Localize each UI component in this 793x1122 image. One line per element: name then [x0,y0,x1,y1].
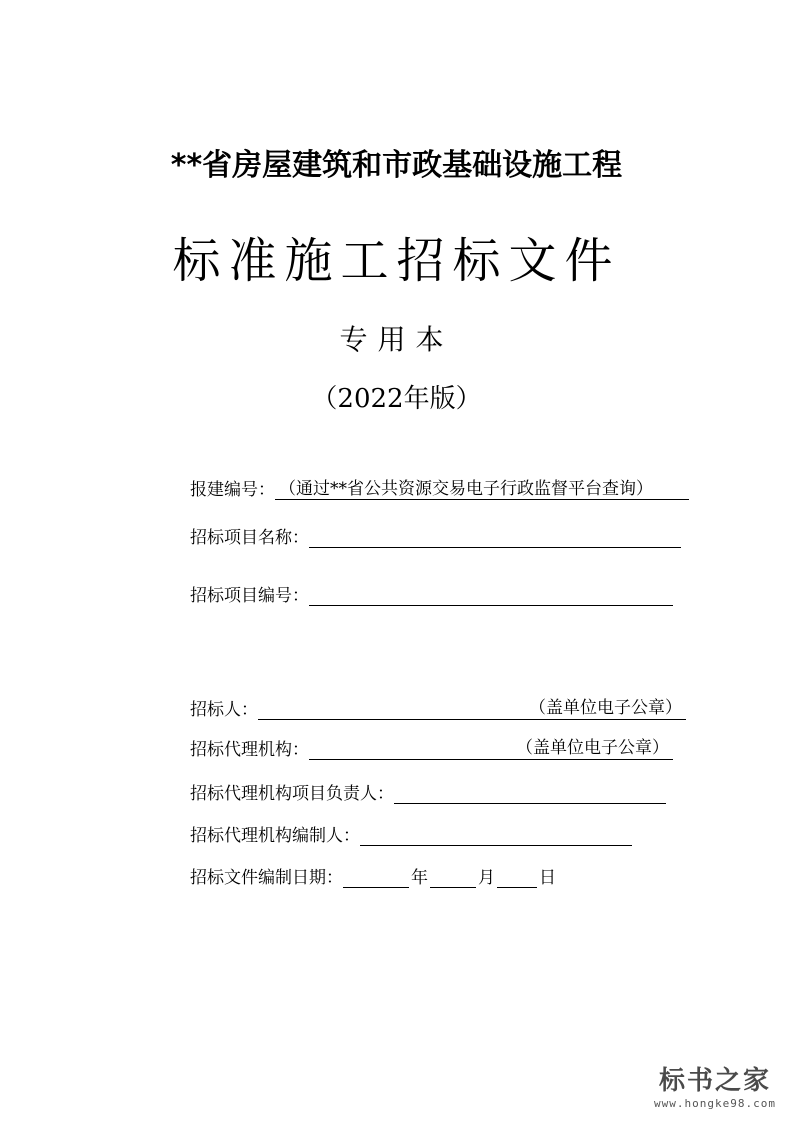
date-year-unit: 年 [411,868,428,888]
agency-manager-field [190,778,666,804]
date-field [190,862,558,888]
document-year: （2022年版） [311,384,482,414]
date-year-blank[interactable] [343,867,409,888]
agency-blank[interactable] [309,739,673,760]
agency-compiler-field [190,820,632,846]
date-day-blank[interactable] [497,867,537,888]
project-name-blank[interactable] [309,527,681,548]
agency-field [190,734,673,760]
agency-label: 招标代理机构： [190,740,309,760]
agency-manager-label: 招标代理机构项目负责人： [190,784,394,804]
tenderer-label: 招标人： [190,700,258,720]
date-label: 招标文件编制日期： [190,868,343,888]
project-no-label: 招标项目编号： [190,586,309,606]
date-day-unit: 日 [539,868,556,888]
project-name-label: 招标项目名称： [190,528,309,548]
project-no-blank[interactable] [309,585,673,606]
watermark-name: 标书之家 [658,1066,771,1096]
agency-compiler-label: 招标代理机构编制人： [190,826,360,846]
watermark-logo [640,1060,790,1110]
tenderer-seal-note: （盖单位电子公章） [529,698,682,718]
document-title: 标准施工招标文件 [172,233,621,289]
agency-seal-note: （盖单位电子公章） [516,738,669,758]
watermark-url: www.hongke98.com [654,1097,776,1110]
document-edition: 专用本 [339,323,454,356]
date-month-blank[interactable] [430,867,476,888]
report-no-value [275,479,689,500]
report-no-label: 报建编号： [190,480,275,500]
project-no-field [190,580,673,606]
tenderer-field [190,694,686,720]
report-no-text: （通过**省公共资源交易电子行政监督平台查询） [279,479,653,499]
report-no-field [190,474,689,500]
document-subtitle: **省房屋建筑和市政基础设施工程 [170,148,623,183]
agency-manager-blank[interactable] [394,783,666,804]
project-name-field [190,522,681,548]
date-month-unit: 月 [478,868,495,888]
tenderer-blank[interactable] [258,699,686,720]
agency-compiler-blank[interactable] [360,825,632,846]
